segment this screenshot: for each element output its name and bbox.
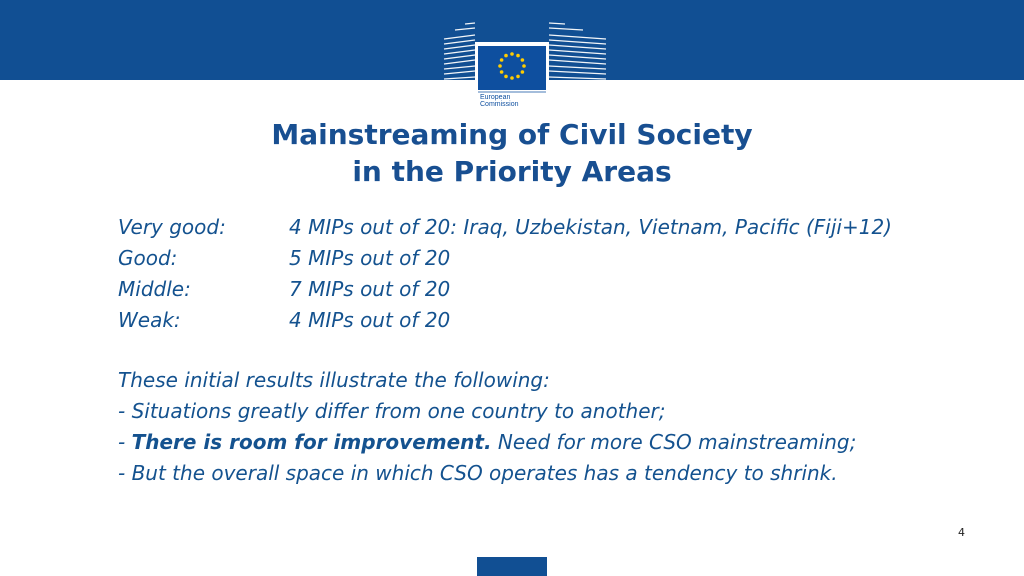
title-line-1: Mainstreaming of Civil Society xyxy=(271,118,753,151)
footer-tab xyxy=(477,557,547,576)
results-bullet-1: - Situations greatly differ from one country to another; xyxy=(118,399,666,423)
results-bullet-3: - But the overall space in which CSO operates has a tendency to shrink. xyxy=(118,461,838,485)
bullet-prefix: - xyxy=(118,430,132,454)
rating-value: 5 MIPs out of 20 xyxy=(289,246,451,270)
title-line-2: in the Priority Areas xyxy=(352,155,672,188)
rating-label: Good: xyxy=(118,246,178,270)
svg-text:European: European xyxy=(480,94,511,101)
bullet-emphasis: There is room for improvement. xyxy=(131,430,492,454)
rating-row xyxy=(118,305,892,336)
rating-value: 4 MIPs out of 20: Iraq, Uzbekistan, Vietnam, Pacific (Fiji+12) xyxy=(289,215,892,239)
rating-list xyxy=(118,212,892,336)
results-bullet-2 xyxy=(118,427,856,458)
rating-label: Weak: xyxy=(118,308,181,332)
european-commission-logo xyxy=(443,20,608,110)
rating-label: Middle: xyxy=(118,277,191,301)
rating-value: 7 MIPs out of 20 xyxy=(289,277,451,301)
rating-label: Very good: xyxy=(118,215,226,239)
svg-text:Commission: Commission xyxy=(480,101,519,108)
page-number: 4 xyxy=(958,526,965,539)
rating-row xyxy=(118,212,892,243)
rating-value: 4 MIPs out of 20 xyxy=(289,308,451,332)
rating-row xyxy=(118,243,892,274)
commission-building-icon xyxy=(443,20,608,110)
results-intro: These initial results illustrate the following: xyxy=(118,368,550,392)
rating-row xyxy=(118,274,892,305)
bullet-rest: Need for more CSO mainstreaming; xyxy=(491,430,857,454)
slide-title xyxy=(0,116,1024,190)
results-section xyxy=(118,365,856,489)
